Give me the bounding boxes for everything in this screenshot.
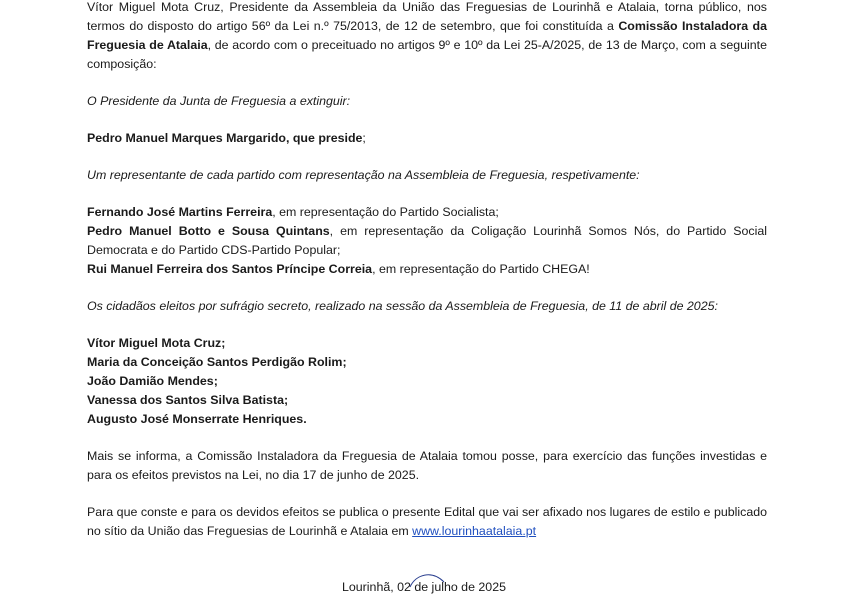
elected-name: João Damião Mendes; <box>87 374 218 388</box>
elected-name: Maria da Conceição Santos Perdigão Rolim; <box>87 355 347 369</box>
posse-paragraph: Mais se informa, a Comissão Instaladora da Freguesia de Atalaia tomou posse, para exercício das funções investidas e para os efeitos previstos na Lei, no dia 17 de junho de 2025. <box>87 449 767 482</box>
elected-heading: Os cidadãos eleitos por sufrágio secreto, realizado na sessão da Assembleia de Freguesia, de 11 de abril de 2025: <box>87 299 718 313</box>
rep-name: Rui Manuel Ferreira dos Santos Príncipe Correia <box>87 262 373 276</box>
closing-text: Para que conste e para os devidos efeitos se publica o presente Edital que vai ser afixado nos lugares de estilo e publicado no sítio da União das Freguesias de Lourinhã e Atalaia em <box>87 505 767 538</box>
elected-item <box>87 410 767 429</box>
elected-item <box>87 353 767 372</box>
commission-name: Comissão Instaladora da Freguesia de Atalaia <box>87 19 767 52</box>
elected-name: Vítor Miguel Mota Cruz; <box>87 336 226 350</box>
rep-name: Pedro Manuel Botto e Sousa Quintans <box>87 224 330 238</box>
intro-paragraph <box>87 0 767 74</box>
intro-text-1: Vítor Miguel Mota Cruz, Presidente da Assembleia da União das Freguesias de Lourinhã e Atalaia, torna público, nos termos do disposto do artigo 56º da Lei n.º 75/2013, de 12 de setembro, que foi constituída a <box>87 0 767 33</box>
rep-party: , em representação do Partido Socialista; <box>272 205 499 219</box>
elected-item <box>87 391 767 410</box>
rep-party: , em representação do Partido CHEGA! <box>372 262 590 276</box>
intro-text-2: , de acordo com o preceituado no artigos 9º e 10º da Lei 25-A/2025, de 13 de Março, com a seguinte composição: <box>87 38 767 71</box>
rep-party: , em representação da Coligação Lourinhã Somos Nós, do Partido Social Democrata e do Partido CDS-Partido Popular; <box>87 224 767 257</box>
president-line <box>87 129 767 148</box>
elected-name: Augusto José Monserrate Henriques. <box>87 412 307 426</box>
elected-name: Vanessa dos Santos Silva Batista; <box>87 393 289 407</box>
president-name: Pedro Manuel Marques Margarido, que preside <box>87 131 363 145</box>
president-suffix: ; <box>362 131 366 145</box>
website-link[interactable]: www.lourinhaatalaia.pt <box>412 524 537 538</box>
rep-item <box>87 203 767 222</box>
rep-item <box>87 222 767 260</box>
place-date: Lourinhã, 02 de julho de 2025 <box>342 580 506 594</box>
closing-paragraph <box>87 503 767 541</box>
president-heading: O Presidente da Junta de Freguesia a extinguir: <box>87 94 351 108</box>
reps-heading: Um representante de cada partido com representação na Assembleia de Freguesia, respetivamente: <box>87 168 640 182</box>
rep-item <box>87 260 767 279</box>
rep-name: Fernando José Martins Ferreira <box>87 205 273 219</box>
edital-document <box>87 0 767 541</box>
elected-item <box>87 334 767 353</box>
elected-item <box>87 372 767 391</box>
